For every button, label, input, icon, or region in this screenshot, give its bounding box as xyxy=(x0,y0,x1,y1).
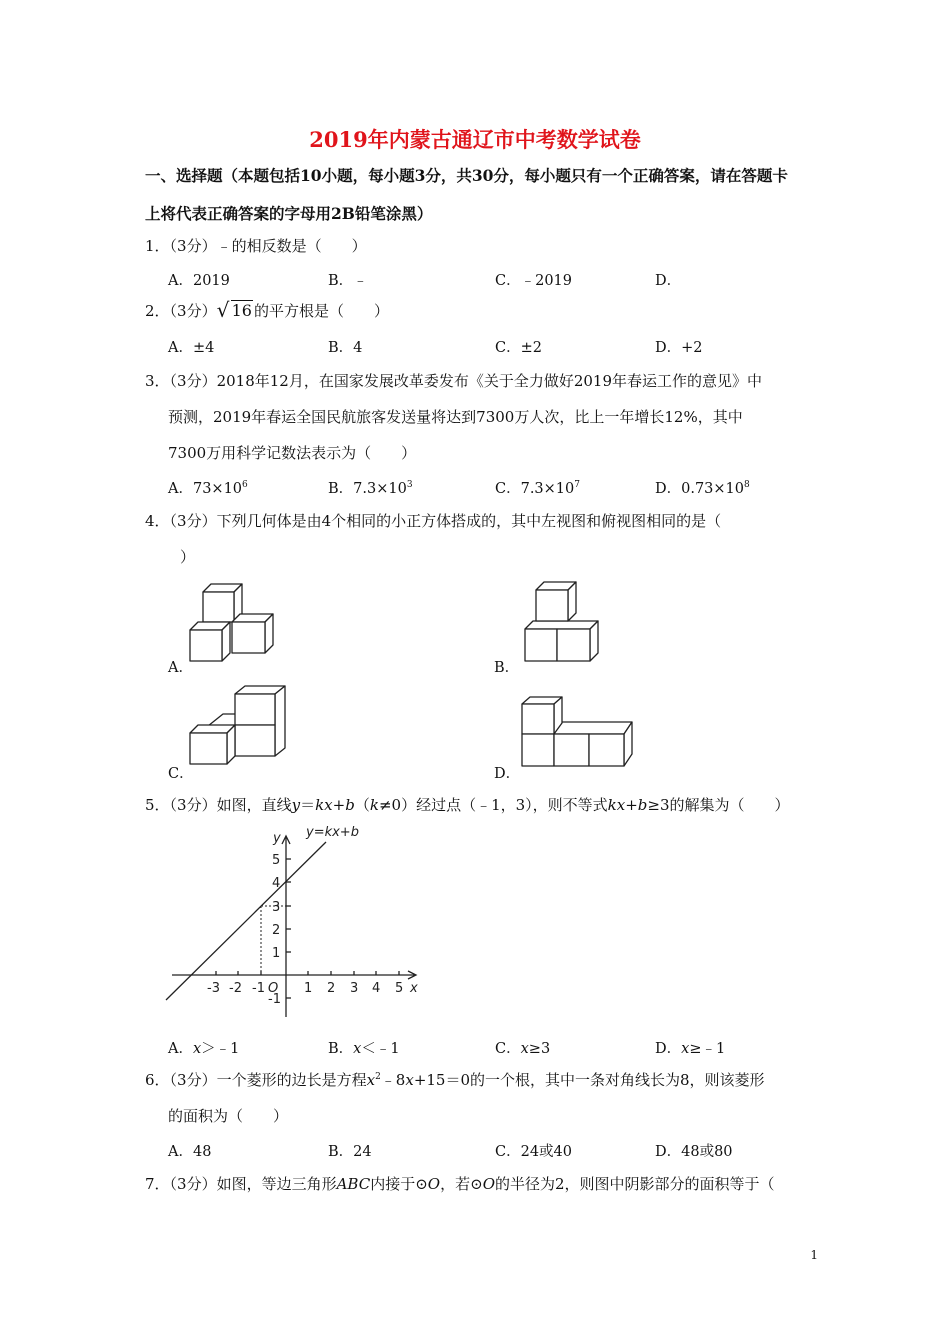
y-tick-label: 5 xyxy=(272,853,281,868)
y-tick-label: 3 xyxy=(272,900,281,915)
q7-mid1: 内接于⊙ xyxy=(370,1175,428,1193)
q1-option-a: A．2019 xyxy=(168,273,230,289)
q7-mid2: ，若⊙ xyxy=(440,1175,483,1193)
q5-option-a xyxy=(168,1037,239,1058)
q4-figure-a xyxy=(180,580,290,665)
q4-option-a: A． xyxy=(168,660,193,676)
section-heading-line1: 一、选择题（本题包括10小题，每小题3分，共30分，每小题只有一个正确答案，请在答题卡 xyxy=(145,166,788,185)
q3-line3: 7300万用科学记数法表示为（ ） xyxy=(168,444,417,462)
q6-line2: 的面积为（ ） xyxy=(168,1107,289,1125)
q1-stem: 1．（3分）﹣的相反数是（ ） xyxy=(145,237,367,255)
q6-mid: ﹣8 xyxy=(380,1071,406,1089)
q2-option-d: D．+2 xyxy=(655,340,703,356)
q5-option-d xyxy=(655,1037,725,1058)
q5-option-b-rel: ＜﹣1 xyxy=(361,1041,400,1057)
q2-option-a: A．±4 xyxy=(168,340,215,356)
x-tick-label: -1 xyxy=(252,981,265,996)
q4-option-d: D． xyxy=(494,766,521,782)
q6-var-x2: x xyxy=(405,1071,414,1089)
q3-option-a xyxy=(168,477,248,498)
line-label: y=kx+b xyxy=(306,825,359,840)
q6-option-a: A．48 xyxy=(168,1144,212,1160)
q1-option-b: B．﹣ xyxy=(328,273,368,289)
y-tick-label: 4 xyxy=(272,876,281,891)
q3-option-b-exponent: 3 xyxy=(406,480,413,490)
q3-option-c xyxy=(495,477,580,498)
q5-plus: + xyxy=(332,796,346,814)
q4-line2: ） xyxy=(180,548,196,566)
q7-triangle-abc: ABC xyxy=(336,1175,371,1193)
q5-graph xyxy=(160,822,430,1022)
radical-sign: √ xyxy=(216,298,230,322)
q1-option-d: D． xyxy=(655,273,682,289)
q5-condition: ≠0）经过点（﹣1，3），则不等式 xyxy=(378,796,608,814)
q1-option-c: C．﹣2019 xyxy=(495,273,572,289)
page-title: 2019年内蒙古通辽市中考数学试卷 xyxy=(309,127,641,152)
q5-equals: ＝ xyxy=(300,796,316,814)
q6-option-c: C．24或40 xyxy=(495,1144,572,1160)
x-tick-label: 2 xyxy=(327,981,336,996)
x-tick-label: 5 xyxy=(395,981,404,996)
q7-circle-o: O xyxy=(427,1175,441,1193)
q5-option-c-rel: ≥3 xyxy=(528,1041,551,1057)
q3-option-d xyxy=(655,477,750,498)
q6-tail: +15＝0的一个根，其中一条对角线长为8，则该菱形 xyxy=(413,1071,765,1089)
section-heading-line2: 上将代表正确答案的字母用2B铅笔涂黑） xyxy=(145,204,433,223)
q5-option-a-var: x xyxy=(192,1041,202,1057)
q3-line2: 预测，2019年春运全国民航旅客发送量将达到7300万人次，比上一年增长12%，其中 xyxy=(168,408,743,426)
q5-pre: 5．（3分）如图，直线 xyxy=(145,796,292,814)
q5-option-d-var: x xyxy=(681,1041,690,1057)
q5-var-k: k xyxy=(369,796,379,814)
x-tick-label: -3 xyxy=(207,981,220,996)
q6-var-x: x xyxy=(366,1071,376,1089)
q7-tail: 的半径为2，则图中阴影部分的面积等于（ xyxy=(495,1175,775,1193)
q4-line1: 4．（3分）下列几何体是由4个相同的小正方体搭成的，其中左视图和俯视图相同的是（ xyxy=(145,512,722,530)
origin-label: O xyxy=(268,981,279,996)
q5-ineq-b: b xyxy=(637,796,648,814)
x-tick-label: 4 xyxy=(372,981,381,996)
q4-figure-d xyxy=(512,693,637,771)
q5-ineq-tail: ≥3的解集为（ ） xyxy=(647,796,790,814)
q3-option-d-base: D．0.73×10 xyxy=(655,481,745,497)
q5-var-b: b xyxy=(345,796,355,814)
q2-option-b: B．4 xyxy=(328,340,363,356)
q5-option-d-rel: ≥﹣1 xyxy=(689,1041,726,1057)
x-axis-label: x xyxy=(410,981,418,996)
q2-stem xyxy=(145,300,389,321)
q6-line1 xyxy=(145,1069,765,1090)
q6-option-b: B．24 xyxy=(328,1144,372,1160)
q5-ineq-kx: kx xyxy=(607,796,626,814)
y-tick-label: 1 xyxy=(272,946,281,961)
q5-option-c-var: x xyxy=(520,1041,529,1057)
q4-option-c: C． xyxy=(168,766,194,782)
q3-option-d-exponent: 8 xyxy=(744,480,750,490)
q5-var-y: y xyxy=(291,796,301,814)
q5-option-b-var: x xyxy=(353,1041,362,1057)
q3-option-b-base: B．7.3×10 xyxy=(328,481,407,497)
q4-figure-c xyxy=(180,683,295,771)
q5-var-kx: kx xyxy=(315,796,333,814)
q5-paren: （ xyxy=(354,796,370,814)
q6-option-d: D．48或80 xyxy=(655,1144,733,1160)
q3-line1: 3．（3分）2018年12月，在国家发展改革委发布《关于全力做好2019年春运工作的意见》中 xyxy=(145,372,763,390)
q5-option-b xyxy=(328,1037,400,1058)
page-number: 1 xyxy=(810,1248,818,1262)
q5-option-b-letter: B． xyxy=(328,1041,354,1057)
y-tick-label: 2 xyxy=(272,923,281,938)
q5-option-a-rel: ＞﹣1 xyxy=(201,1041,240,1057)
q6-exponent: 2 xyxy=(375,1072,381,1082)
q3-option-c-base: C．7.3×10 xyxy=(495,481,575,497)
q6-pre: 6．（3分）一个菱形的边长是方程 xyxy=(145,1071,367,1089)
q5-option-c-letter: C． xyxy=(495,1041,521,1057)
x-tick-label: 3 xyxy=(350,981,359,996)
q2-radicand: 16 xyxy=(231,301,252,320)
q5-ineq-plus: + xyxy=(625,796,638,814)
q5-option-d-letter: D． xyxy=(655,1041,682,1057)
q2-option-c: C．±2 xyxy=(495,340,542,356)
y-axis-label: y xyxy=(273,831,281,846)
q4-figure-b xyxy=(515,578,610,666)
q4-option-b: B． xyxy=(494,660,520,676)
y-tick-label: -1 xyxy=(268,992,281,1007)
q2-number: 2．（3分） xyxy=(145,302,217,320)
x-tick-label: -2 xyxy=(229,981,242,996)
q3-option-c-exponent: 7 xyxy=(574,480,580,490)
q3-option-a-exponent: 6 xyxy=(242,480,248,490)
q7-circle-o2: O xyxy=(482,1175,495,1193)
q7-pre: 7．（3分）如图，等边三角形 xyxy=(145,1175,337,1193)
square-root-expression xyxy=(216,298,253,322)
q3-option-b xyxy=(328,477,413,498)
q7-line1 xyxy=(145,1173,775,1194)
q5-option-a-letter: A． xyxy=(168,1041,193,1057)
x-tick-label: 1 xyxy=(304,981,313,996)
q3-option-a-base: A．73×10 xyxy=(168,481,243,497)
graph-line xyxy=(166,842,326,1000)
q5-option-c xyxy=(495,1037,550,1058)
q2-tail: 的平方根是（ ） xyxy=(253,302,389,320)
q5-stem xyxy=(145,794,790,815)
